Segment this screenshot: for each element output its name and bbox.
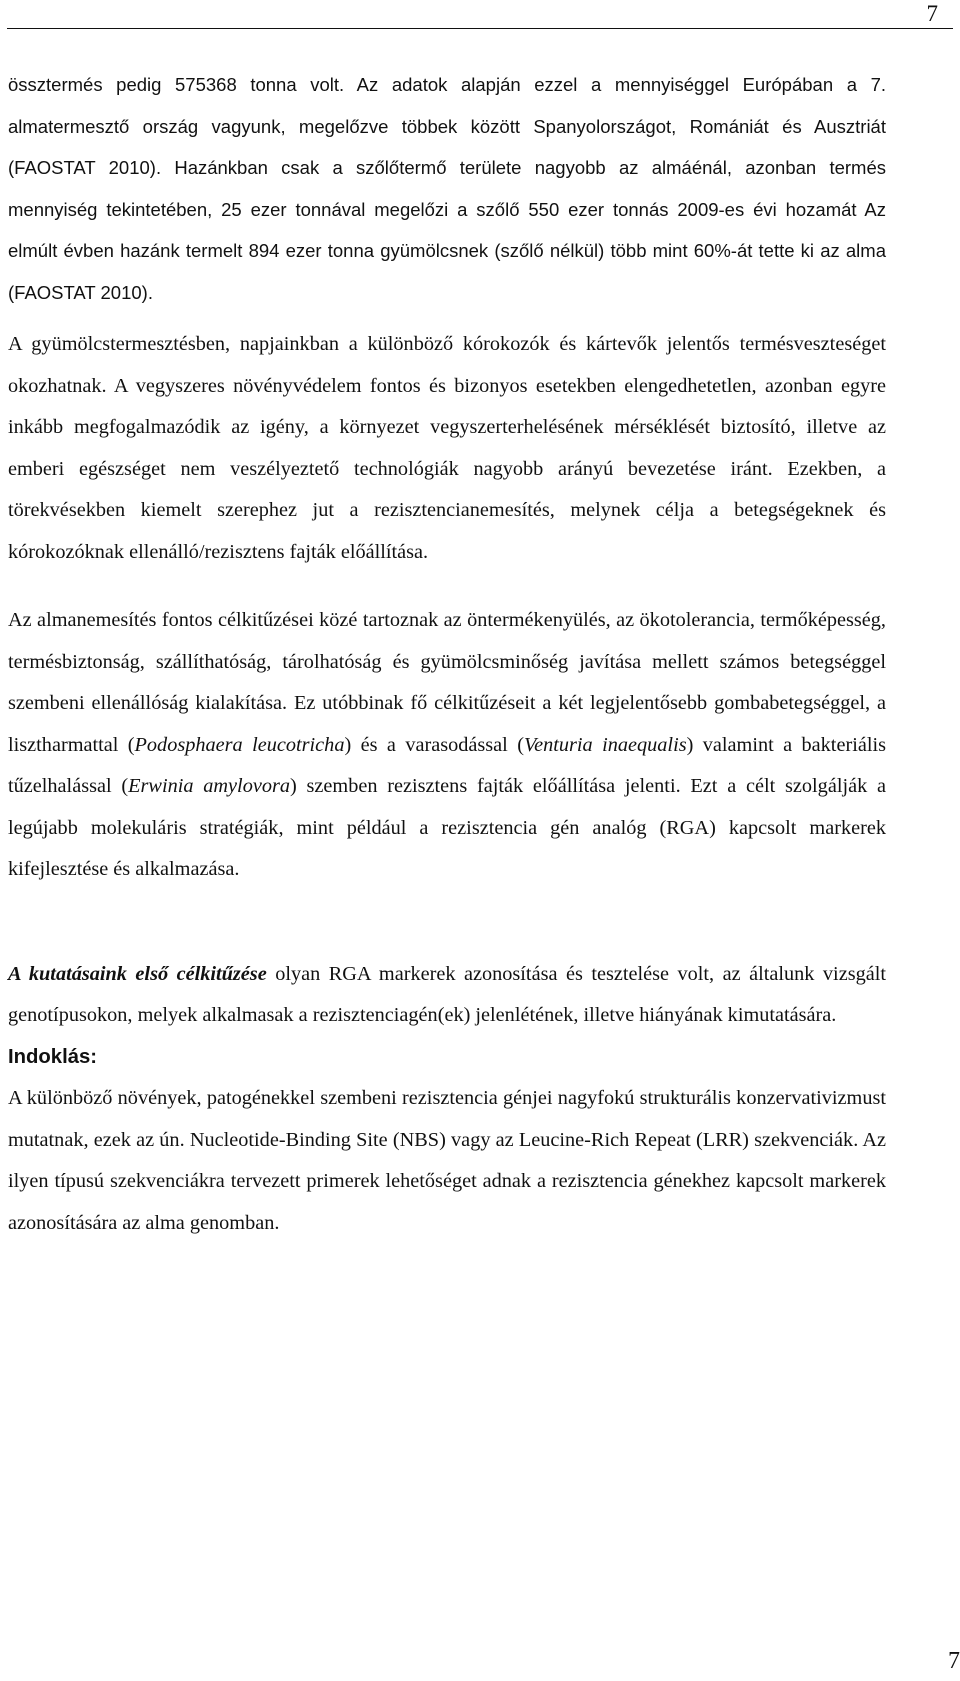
footer-page-number: 7: [948, 1648, 960, 1674]
section-heading-indoklas: Indoklás:: [8, 1045, 98, 1068]
spacer: [8, 891, 886, 954]
species-name: Venturia inaequalis: [523, 733, 687, 756]
text-run: olyan RGA markerek azonosítása és tesztelése volt, az általunk vizsgált genotípusokon, melyek alkalmasak a rezisztenciagén(ek) jelenlétének, illetve hiányának kimutatására.: [8, 962, 886, 1026]
page-number: 7: [926, 1, 938, 26]
text-run: ) és a varasodással (: [344, 733, 524, 756]
research-aim-lead: A kutatásaink első célkitűzése: [8, 962, 267, 985]
text-run: ) valamint a bakteriális tűzelhalással (: [8, 733, 886, 797]
paragraph-breeding-goals: [8, 600, 886, 891]
spacer: [8, 313, 886, 324]
paragraph-protection: A gyümölcstermesztésben, napjainkban a különböző kórokozók és kártevők jelentős termésveszteséget okozhatnak. A vegyszeres növényvédelem fontos és bizonyos esetekben elengedhetetlen, azonban egyre inkább megfogalmazódik az igény, a környezet vegyszerterhelésének mérséklését biztosító, illetve az emberi egészséget nem veszélyeztető technológiák nagyobb arányú bevezetése iránt. Ezekben, a törekvésekben kiemelt szerephez jut a rezisztencianemesítés, melynek célja a betegségeknek és kórokozóknak ellenálló/rezisztens fajták előállítása.: [8, 333, 886, 563]
header-rule: [7, 28, 953, 29]
spacer: [8, 573, 886, 600]
paragraph-justification: A különböző növények, patogénekkel szembeni rezisztencia génjei nagyfokú strukturális konzervativizmust mutatnak, ezek az ún. Nucleotide-Binding Site (NBS) vagy az Leucine-Rich Repeat (LRR) szekvenciák. Az ilyen típusú szekvenciákra tervezett primerek lehetőséget adnak a rezisztencia génekhez kapcsolt markerek azonosítására az alma genomban.: [8, 1087, 886, 1234]
document-body: [8, 64, 886, 1244]
text-run: ) szemben rezisztens fajták előállítása jelenti. Ezt a célt szolgálják a legújabb molekuláris stratégiák, mint például a rezisztencia gén analóg (RGA) kapcsolt markerek kifejlesztése és alkalmazása.: [8, 775, 886, 880]
species-name: Erwinia amylovora: [128, 775, 291, 797]
species-name: Podosphaera leucotricha: [134, 733, 345, 756]
text-run: Az almanemesítés fontos célkitűzései közé tartoznak az öntermékenyülés, az ökotolerancia, termőképesség, termésbiztonság, szállíthatóság, tárolhatóság és gyümölcsminőség javítása mellett számos betegséggel szembeni ellenállóság kialakítása. Ez utóbbinak fő célkitűzéseit a két legjelentősebb gombabetegséggel, a lisztharmattal (: [8, 609, 886, 756]
paragraph-production: össztermés pedig 575368 tonna volt. Az adatok alapján ezzel a mennyiséggel Európában a 7. almatermesztő ország vagyunk, megelőzve többek között Spanyolországot, Romániát és Ausztriát (FAOSTAT 2010). Hazánkban csak a szőlőtermő területe nagyobb az almáénál, azonban termés mennyiség tekintetében, 25 ezer tonnával megelőzi a szőlő 550 ezer tonnás 2009-es évi hozamát Az elmúlt évben hazánk termelt 894 ezer tonna gyümölcsnek (szőlő nélkül) több mint 60%-át tette ki az alma (FAOSTAT 2010).: [8, 74, 886, 303]
paragraph-research-aim: [8, 954, 886, 1037]
